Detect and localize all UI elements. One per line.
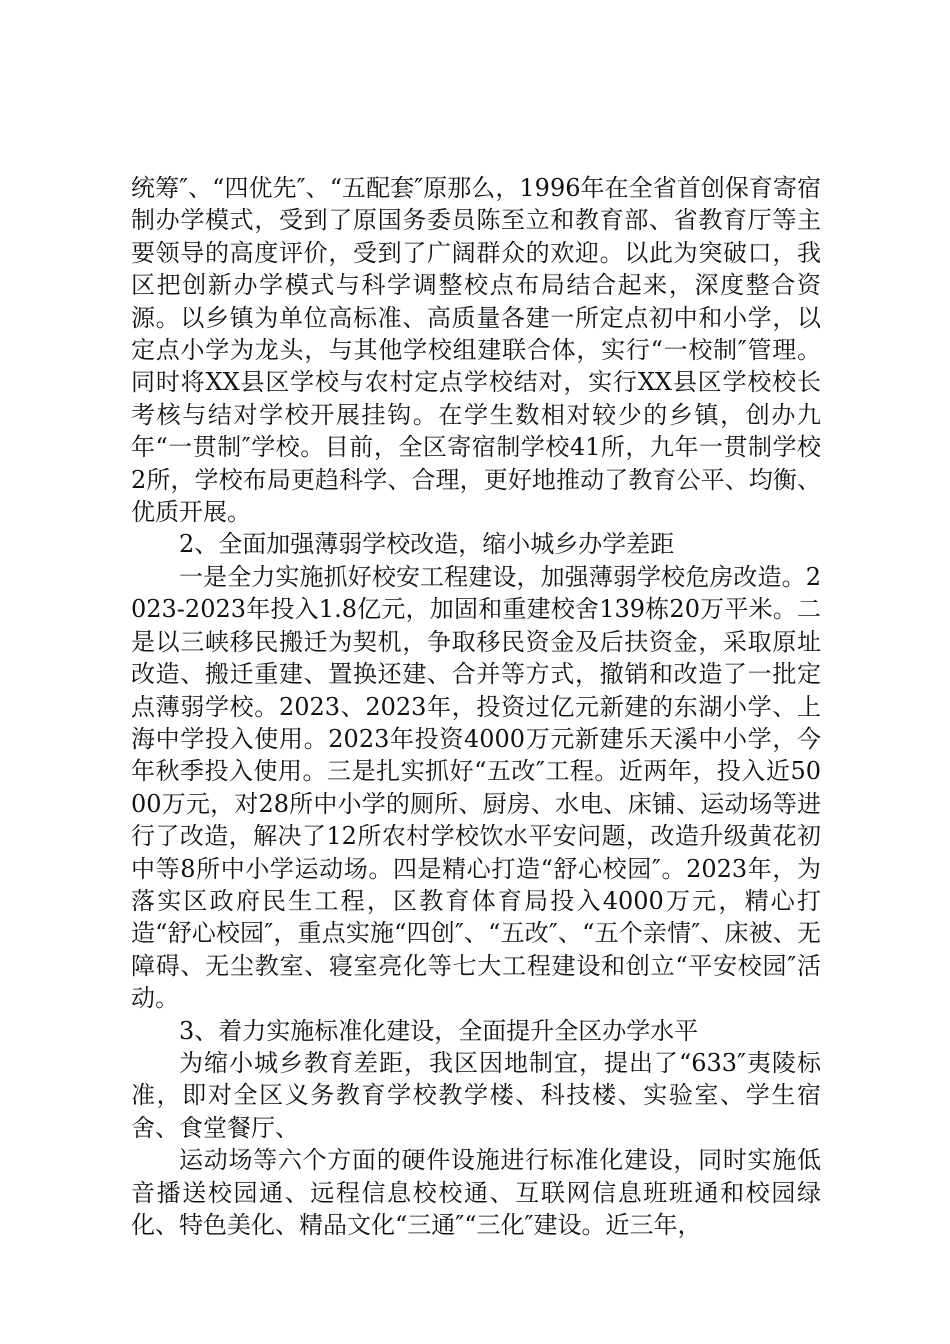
- document-page: [131, 172, 821, 1241]
- paragraph-renovation-details: 一是全力实施抓好校安工程建设，加强薄弱学校危房改造。2023-2023年投入1.8亿元，加固和重建校舍139栋20万平米。二是以三峡移民搬迁为契机，争取移民资金及后扶资金，采取原址改造、搬迁重建、置换还建、合并等方式，撤销和改造了一批定点薄弱学校。2023、2023年，投资过亿元新建的东湖小学、上海中学投入使用。2023年投资4000万元新建乐天溪中小学，今年秋季投入使用。三是扎实抓好“五改″工程。近两年，投入近5000万元，对28所中小学的厕所、厨房、水电、床铺、运动场等进行了改造，解决了12所农村学校饮水平安问题，改造升级黄花初中等8所中小学运动场。四是精心打造“舒心校园″。2023年，为落实区政府民生工程，区教育体育局投入4000万元，精心打造“舒心校园″，重点实施“四创″、“五改″、“五个亲情″、床被、无障碍、无尘教室、寝室亮化等七大工程建设和创立“平安校园″活动。: [131, 562, 821, 1013]
- paragraph-facility-standardization: 运动场等六个方面的硬件设施进行标准化建设，同时实施低音播送校园通、远程信息校校通、互联网信息班班通和校园绿化、特色美化、精品文化“三通″“三化″建设。近三年，: [131, 1146, 821, 1239]
- section-heading-standardization: 3、着力实施标准化建设，全面提升全区办学水平: [179, 1016, 699, 1045]
- paragraph-layout-adjustment: 统筹″、“四优先″、“五配套″原那么，1996年在全省首创保育寄宿制办学模式，受到了原国务委员陈至立和教育部、省教育厅等主要领导的高度评价，受到了广阔群众的欢迎。以此为突破口，我区把创新办学模式与科学调整校点布局结合起来，深度整合资源。以乡镇为单位高标准、高质量各建一所定点初中和小学，以定点小学为龙头，与其他学校组建联合体，实行“一校制″管理。同时将XX县区学校与农村定点学校结对，实行XX县区学校校长考核与结对学校开展挂钩。在学生数相对较少的乡镇，创办九年“一贯制″学校。目前，全区寄宿制学校41所，九年一贯制学校2所，学校布局更趋科学、合理，更好地推动了教育公平、均衡、优质开展。: [131, 174, 821, 527]
- section-heading-weak-school-renovation: 2、全面加强薄弱学校改造，缩小城乡办学差距: [179, 530, 675, 559]
- paragraph-yiling-standard: 为缩小城乡教育差距，我区因地制宜，提出了“633″夷陵标准，即对全区义务教育学校教学楼、科技楼、实验室、学生宿舍、食堂餐厅、: [131, 1048, 821, 1142]
